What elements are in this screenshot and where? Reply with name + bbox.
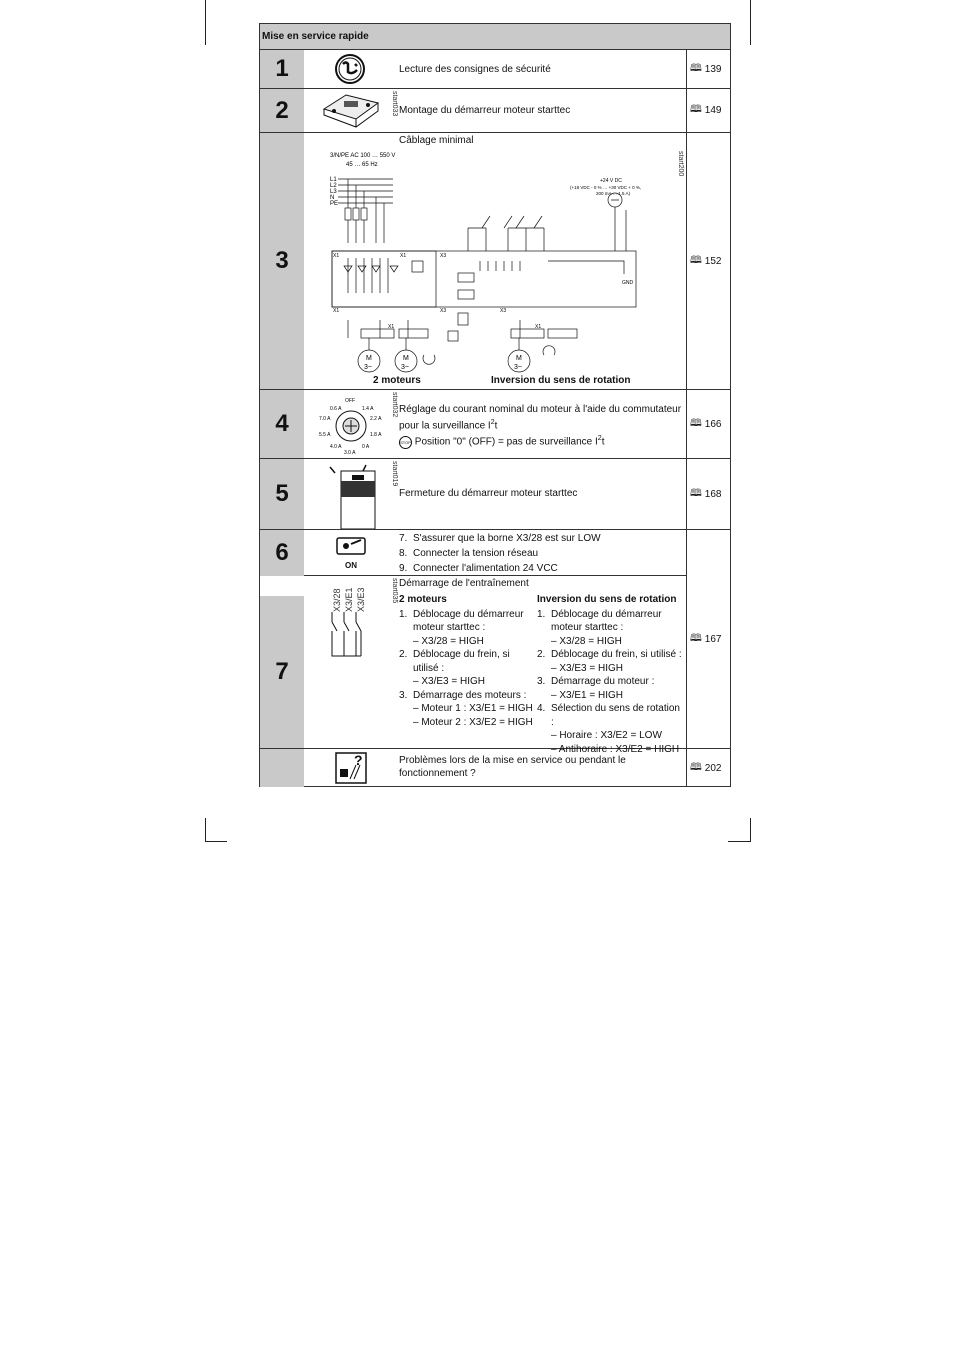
list-item xyxy=(537,608,683,635)
superscript: 2 xyxy=(490,419,495,426)
item-text: S'assurer que la borne X3/28 est sur LOW xyxy=(413,533,601,544)
dial-label: 5.5 A xyxy=(319,432,331,438)
line-n: N xyxy=(330,195,335,201)
x1-label: X1 xyxy=(333,253,340,259)
wiring-diagram xyxy=(328,148,680,388)
item-number: 7. xyxy=(399,533,408,544)
dial-label: 0 A xyxy=(362,444,370,450)
column-head: Inversion du sens de rotation xyxy=(537,594,677,605)
motor-3: 3~ xyxy=(514,364,522,371)
step-row-5 xyxy=(260,459,730,530)
page-number: 168 xyxy=(704,488,722,500)
line-l1: L1 xyxy=(330,177,337,183)
page-reference[interactable] xyxy=(686,459,730,529)
book-icon: 🕮 xyxy=(690,487,702,499)
item-text: Déblocage du frein, si utilisé : xyxy=(413,649,510,674)
power-steps xyxy=(399,531,684,576)
quick-start-table xyxy=(259,23,731,787)
freq-label: 45 … 65 Hz xyxy=(346,162,378,168)
page-number: 149 xyxy=(704,105,722,116)
figure-code: start032 xyxy=(391,392,398,418)
switch-label: X3/E1 xyxy=(344,587,354,612)
dc-current: 200 mA … 1.5 A) xyxy=(596,191,631,196)
mounting-icon xyxy=(304,89,398,132)
step-text: Montage du démarreur moteur starttec xyxy=(399,105,571,116)
superscript: 2 xyxy=(597,435,602,443)
question-mark: ? xyxy=(354,752,363,768)
item-number: 3. xyxy=(399,689,408,701)
figure-code: start019 xyxy=(391,461,398,487)
figure-code: start033 xyxy=(391,91,398,117)
on-label: ON xyxy=(345,561,357,570)
step-text: Lecture des consignes de sécurité xyxy=(399,64,551,75)
x3-label: X3 xyxy=(500,308,507,314)
troubleshooting-row xyxy=(260,749,730,787)
switch-label: X3/E3 xyxy=(356,587,366,612)
dial-label: 4.0 A xyxy=(330,444,342,450)
table-title: Mise en service rapide xyxy=(260,24,730,50)
list-item xyxy=(399,648,535,675)
dial-note-end: t xyxy=(601,436,605,448)
step-number: 4 xyxy=(260,390,304,458)
item-number: 8. xyxy=(399,548,408,559)
list-item xyxy=(537,648,683,662)
troubleshooting-icon xyxy=(304,749,398,787)
step-text xyxy=(399,403,684,449)
list-item xyxy=(399,608,535,635)
page-number: 166 xyxy=(704,418,722,430)
list-item xyxy=(399,546,684,561)
book-icon: 🕮 xyxy=(690,104,702,115)
sub-item: – Antihoraire : X3/E2 = HIGH xyxy=(551,743,680,755)
figure-code: start200 xyxy=(677,151,684,177)
motor-m: M xyxy=(366,355,372,362)
page-reference[interactable] xyxy=(686,390,730,458)
sub-item: – X3/E3 = HIGH xyxy=(413,676,485,687)
list-item xyxy=(537,702,683,729)
item-number: 2. xyxy=(399,649,408,660)
closing-device-icon xyxy=(304,459,398,529)
page-number: 202 xyxy=(704,762,722,774)
supply-label: 3/N/PE AC 100 … 550 V xyxy=(330,153,396,159)
step-number: 7 xyxy=(260,596,304,748)
dial-label: 7.0 A xyxy=(319,416,331,422)
step-number: 2 xyxy=(260,89,304,132)
sub-item: – Horaire : X3/E2 = LOW xyxy=(551,730,662,741)
sub-item: – X3/E1 = HIGH xyxy=(551,689,623,701)
step-row-6 xyxy=(260,530,730,576)
page-reference[interactable] xyxy=(686,530,730,749)
x1-label: X1 xyxy=(333,308,340,314)
item-number: 4. xyxy=(537,703,546,714)
step-number xyxy=(260,749,304,787)
drive-title: Démarrage de l'entraînement xyxy=(399,578,529,589)
item-text: Sélection du sens de rotation : xyxy=(551,703,680,728)
dial-note: Position "0" (OFF) = pas de surveillance I xyxy=(414,436,598,448)
motor-3: 3~ xyxy=(401,364,409,371)
book-icon: 🕮 xyxy=(690,254,702,266)
step-text: Problèmes lors de la mise en service ou pendant le fonctionnement ? xyxy=(399,755,626,779)
page-number: 152 xyxy=(704,255,722,267)
crop-mark xyxy=(750,818,751,842)
list-item xyxy=(399,531,684,546)
item-text: Démarrage des moteurs : xyxy=(413,689,527,701)
motor-m: M xyxy=(403,355,409,362)
x3-label: X3 xyxy=(440,308,447,314)
item-text: Déblocage du frein, si utilisé : xyxy=(551,649,682,660)
current-dial-icon xyxy=(304,390,398,458)
item-text: Déblocage du démarreur moteur starttec : xyxy=(413,608,524,633)
list-item xyxy=(399,561,684,576)
book-icon: 🕮 xyxy=(690,62,702,74)
crop-mark xyxy=(205,841,227,842)
line-l2: L2 xyxy=(330,183,337,189)
book-icon: 🕮 xyxy=(690,632,702,644)
dial-label: 2.2 A xyxy=(370,416,382,422)
page-number: 139 xyxy=(704,63,722,75)
x3-label: X3 xyxy=(440,253,447,259)
step-row-4 xyxy=(260,390,730,459)
stop-icon: STOP xyxy=(399,436,412,449)
sub-item: – X3/28 = HIGH xyxy=(413,635,484,647)
crop-mark xyxy=(728,841,750,842)
dial-off: OFF xyxy=(345,398,355,404)
list-item xyxy=(537,675,683,689)
line-pe: PE xyxy=(330,201,339,207)
step-row-2 xyxy=(260,89,730,133)
step-number: 1 xyxy=(260,50,304,88)
crop-mark xyxy=(205,0,206,45)
item-number: 2. xyxy=(537,649,546,660)
book-icon: 🕮 xyxy=(690,761,702,773)
label-two-motors: 2 moteurs xyxy=(373,375,421,386)
motor-3: 3~ xyxy=(364,364,372,371)
item-number: 9. xyxy=(399,563,408,574)
item-number: 1. xyxy=(399,608,408,620)
label-reversal: Inversion du sens de rotation xyxy=(491,375,631,386)
motor-m: M xyxy=(516,355,522,362)
step-number: 6 xyxy=(260,530,304,576)
sub-item: – X3/E3 = HIGH xyxy=(551,662,623,674)
dial-text-end: t xyxy=(494,420,498,432)
book-icon: 🕮 xyxy=(690,417,702,429)
page-reference[interactable] xyxy=(686,89,730,132)
dc-range: (+18 VDC - 0 % … +30 VDC + 0 %, xyxy=(570,185,642,190)
crop-mark xyxy=(205,818,206,842)
page-reference[interactable] xyxy=(686,749,730,787)
x1-label: X1 xyxy=(388,324,395,330)
step-row-1 xyxy=(260,50,730,89)
item-number: 3. xyxy=(537,676,546,687)
item-text: Connecter la tension réseau xyxy=(413,548,539,559)
dial-text: Réglage du courant nominal du moteur à l'aide du commutateur pour la surveillance I xyxy=(399,404,682,432)
sub-item: – Moteur 1 : X3/E1 = HIGH xyxy=(413,703,533,714)
dc-label: +24 V DC xyxy=(600,178,622,184)
safety-instructions-icon xyxy=(304,50,398,88)
right-column xyxy=(537,593,683,756)
wiring-title: Câblage minimal xyxy=(399,135,474,146)
dial-label: 1.4 A xyxy=(362,406,374,412)
dial-label: 0.6 A xyxy=(330,406,342,412)
list-item xyxy=(399,689,535,703)
sub-item: – Moteur 2 : X3/E2 = HIGH xyxy=(413,716,533,728)
step-row-3 xyxy=(260,133,730,390)
switch-label: X3/28 xyxy=(332,588,342,612)
item-text: Déblocage du démarreur moteur starttec : xyxy=(551,608,662,633)
dial-label: 3.0 A xyxy=(344,450,356,456)
line-l3: L3 xyxy=(330,189,337,195)
gnd-label: GND xyxy=(622,280,634,286)
item-number: 1. xyxy=(537,608,546,620)
column-head: 2 moteurs xyxy=(399,594,447,605)
step-number: 5 xyxy=(260,459,304,529)
crop-mark xyxy=(750,0,751,45)
page-reference[interactable] xyxy=(686,133,730,389)
x1-label: X1 xyxy=(400,253,407,259)
item-text: Connecter l'alimentation 24 VCC xyxy=(413,563,558,574)
dial-label: 1.8 A xyxy=(370,432,382,438)
figure-code: start035 xyxy=(391,578,398,604)
sub-item: – X3/28 = HIGH xyxy=(551,635,622,647)
step-number: 3 xyxy=(260,133,304,389)
page-reference[interactable] xyxy=(686,50,730,88)
x1-label: X1 xyxy=(535,324,542,330)
page-number: 167 xyxy=(704,633,722,645)
item-text: Démarrage du moteur : xyxy=(551,676,655,687)
step-text: Fermeture du démarreur moteur starttec xyxy=(399,488,578,499)
left-column xyxy=(399,593,535,729)
step-row-7 xyxy=(260,576,730,755)
